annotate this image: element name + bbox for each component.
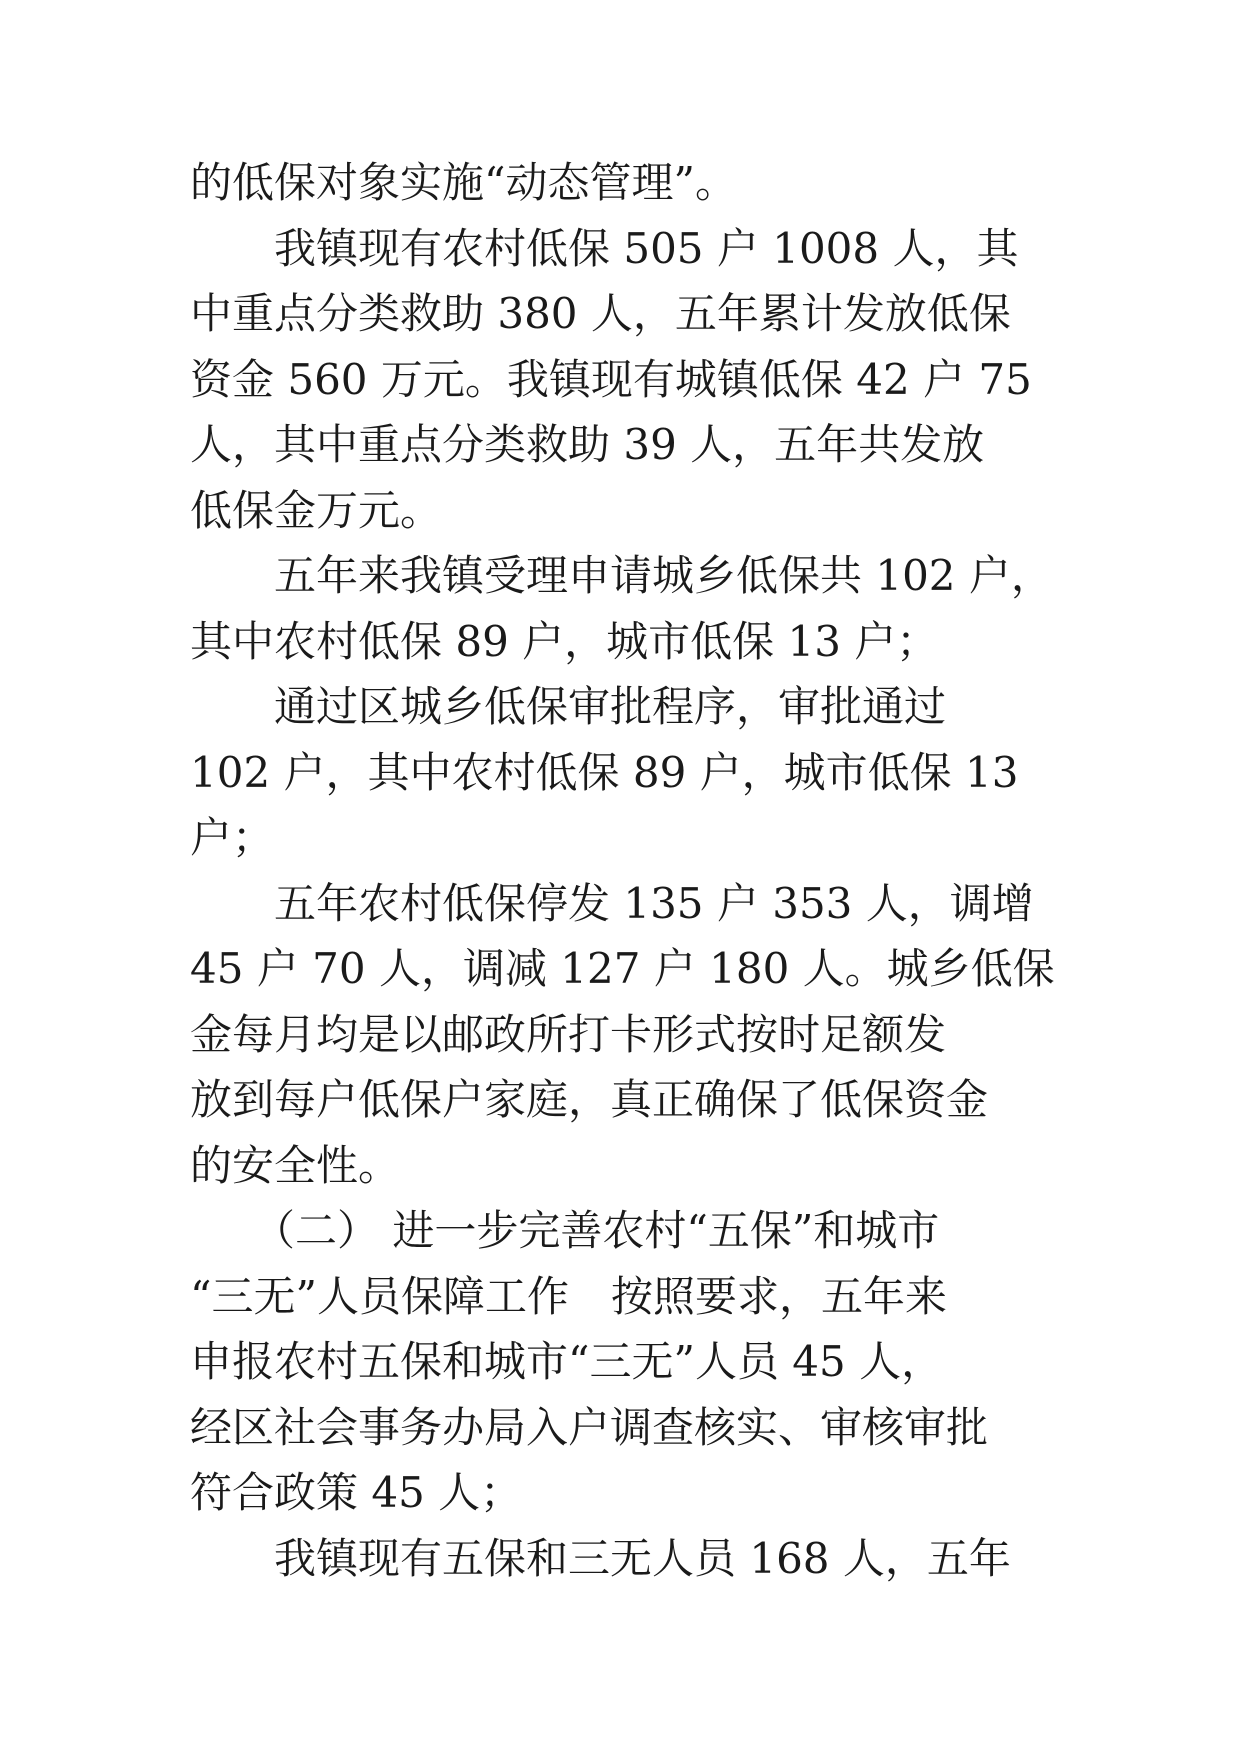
- text-line: 低保金万元。: [190, 485, 443, 535]
- text-line: 五年来我镇受理申请城乡低保共 102 户，: [190, 551, 1053, 600]
- text-line: 的安全性。: [190, 1140, 401, 1190]
- text-line: 资金 560 万元。我镇现有城镇低保 42 户 75: [190, 354, 1032, 404]
- text-line: 的低保对象实施“动态管理”。: [190, 158, 737, 207]
- text-line: 金每月均是以邮政所打卡形式按时足额发: [190, 1009, 947, 1059]
- text-line: 45 户 70 人，调减 127 户 180 人。城乡低保: [190, 944, 1055, 993]
- text-line: 我镇现有五保和三无人员 168 人，五年: [190, 1533, 1011, 1583]
- text-line: 申报农村五保和城市“三无”人员 45 人，: [190, 1337, 944, 1386]
- text-line: 通过区城乡低保审批程序，审批通过: [190, 682, 947, 731]
- text-line: 户；: [190, 813, 275, 862]
- text-line: 符合政策 45 人；: [190, 1468, 523, 1517]
- text-line: （二） 进一步完善农村“五保”和城市: [190, 1206, 940, 1255]
- body-text: [190, 150, 1070, 1591]
- text-line: 五年农村低保停发 135 户 353 人，调增: [190, 878, 1034, 928]
- text-line: 其中农村低保 89 户，城市低保 13 户；: [190, 616, 939, 666]
- text-line: “三无”人员保障工作 按照要求，五年来: [190, 1271, 947, 1321]
- text-line: 中重点分类救助 380 人，五年累计发放低保: [190, 289, 1011, 338]
- text-line: 102 户，其中农村低保 89 户，城市低保 13: [190, 747, 1019, 797]
- text-line: 放到每户低保户家庭，真正确保了低保资金: [190, 1075, 989, 1124]
- text-line: 人，其中重点分类救助 39 人，五年共发放: [190, 420, 985, 469]
- text-line: 我镇现有农村低保 505 户 1008 人，其: [190, 223, 1019, 273]
- text-line: 经区社会事务办局入户调查核实、审核审批: [190, 1402, 989, 1452]
